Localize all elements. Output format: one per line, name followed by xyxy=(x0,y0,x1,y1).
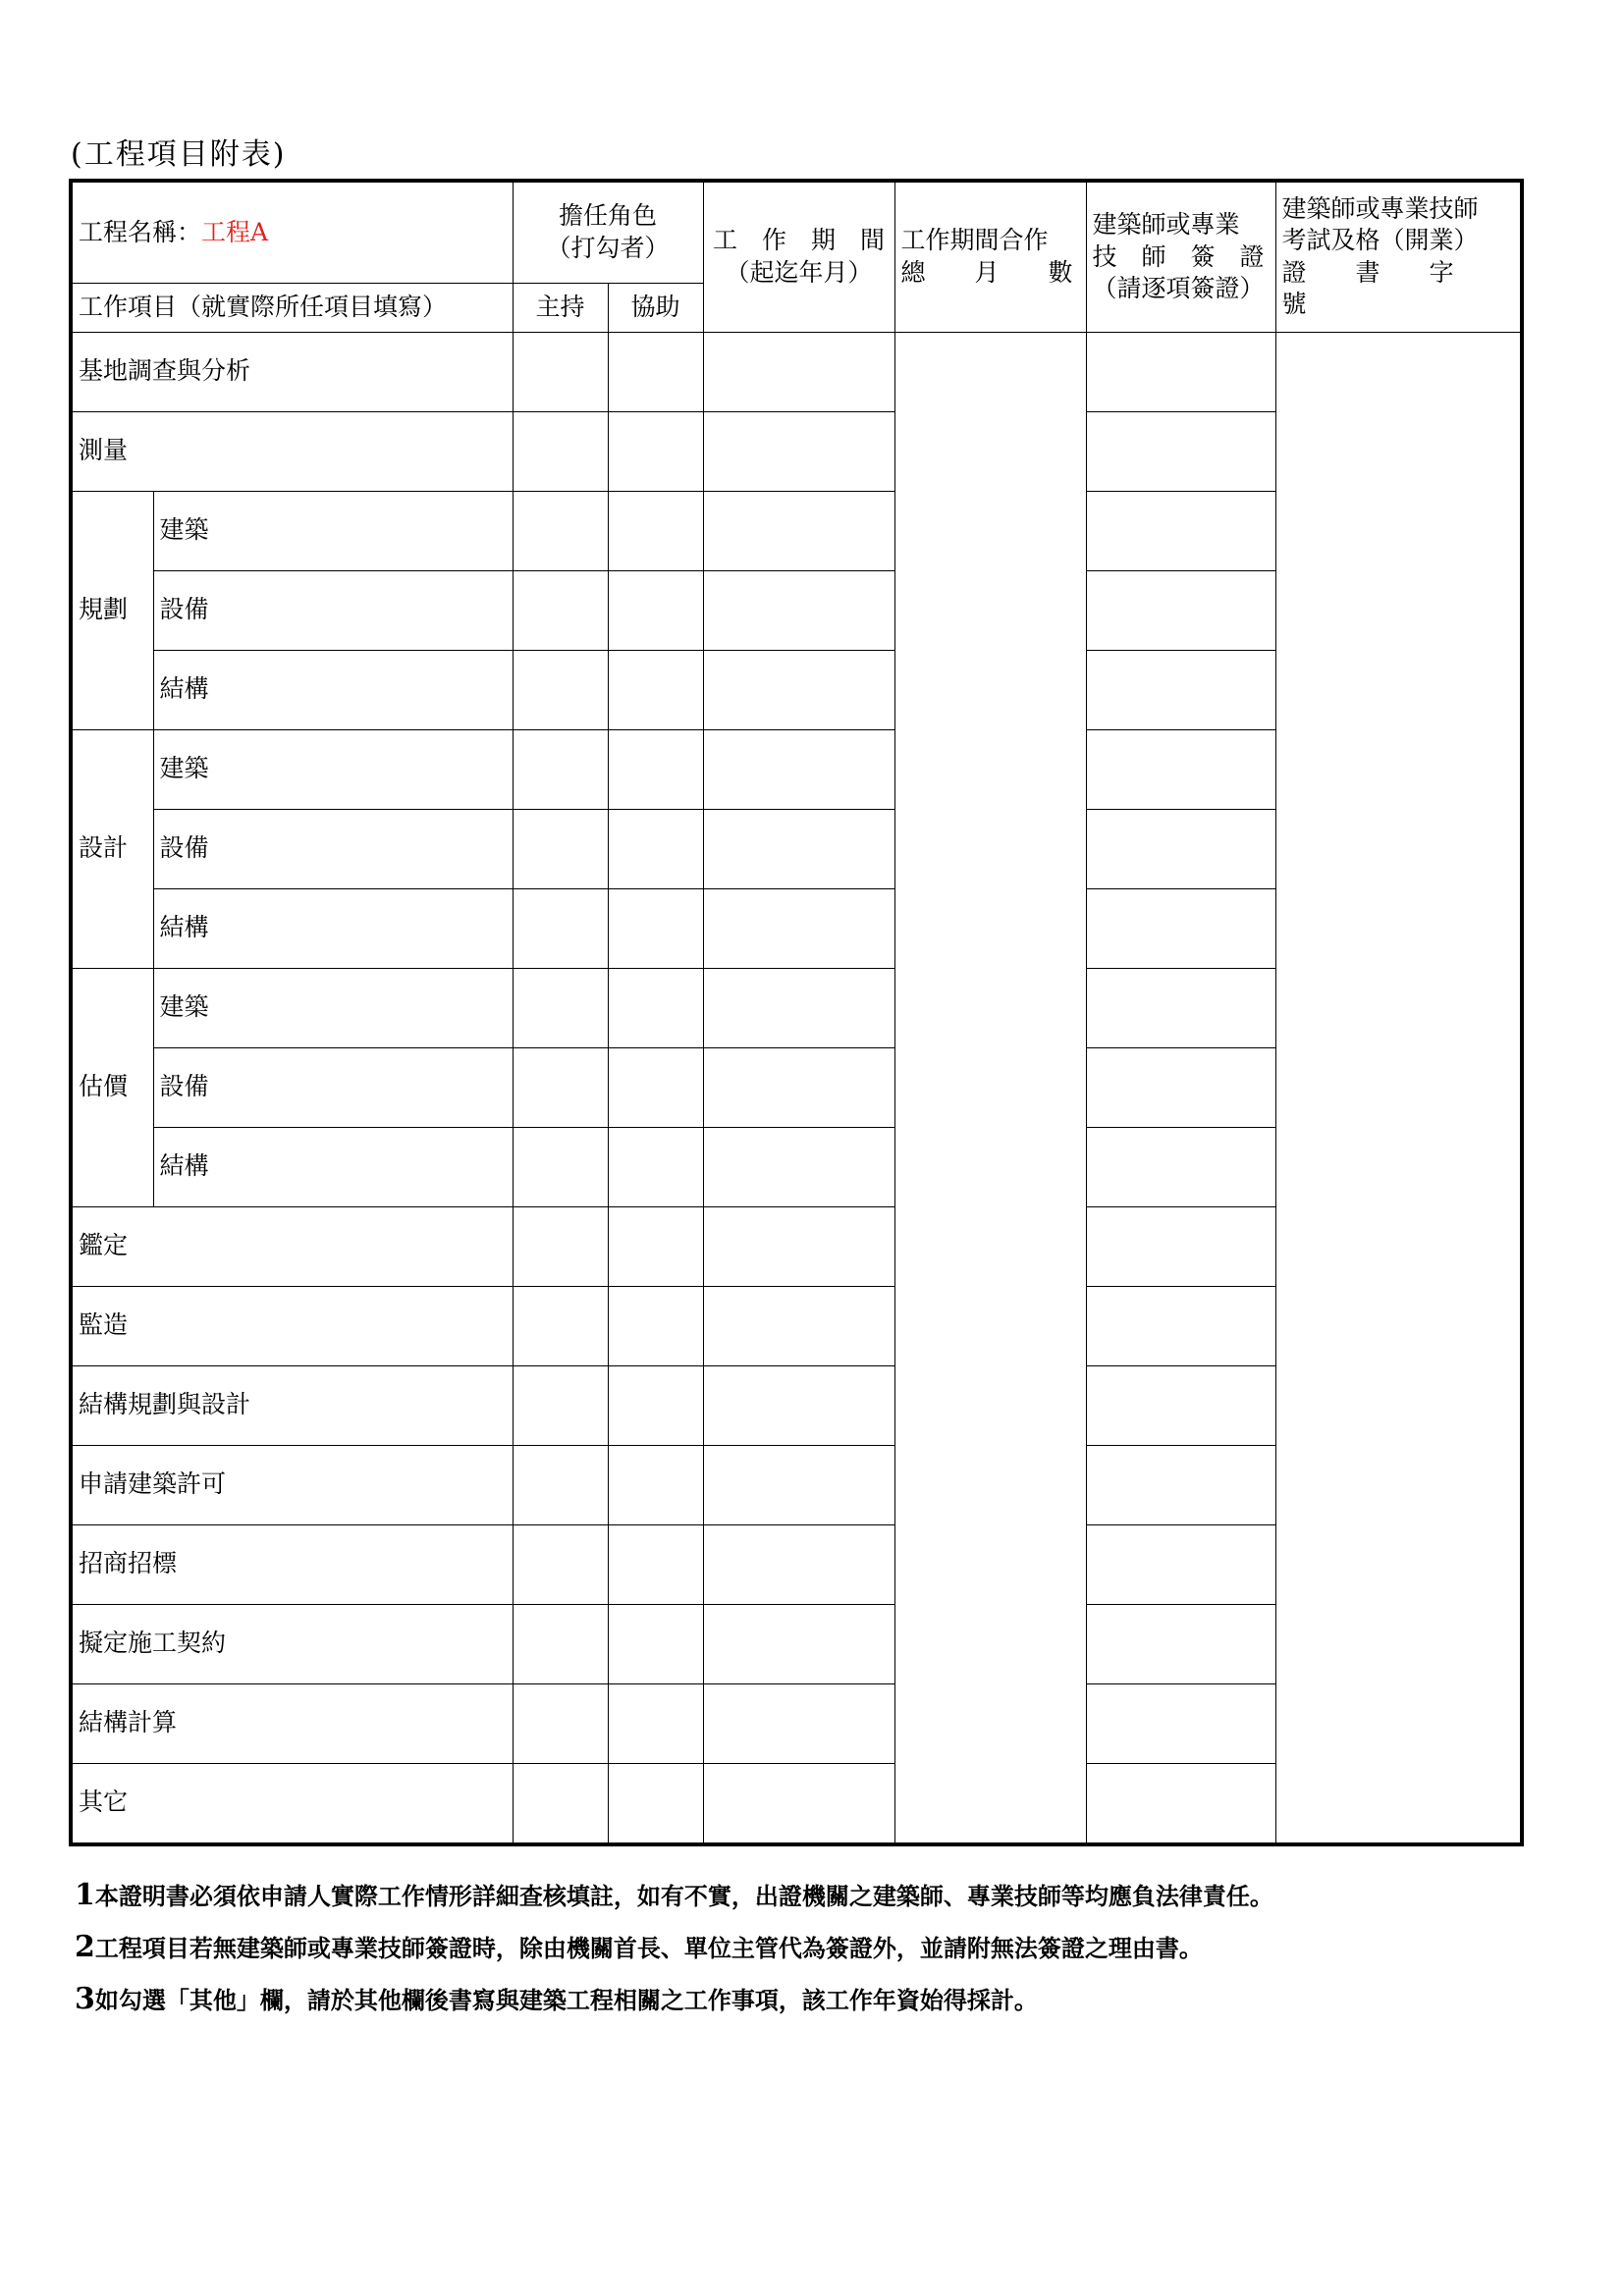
signature-cell[interactable] xyxy=(1086,1127,1275,1206)
row-label: 監造 xyxy=(71,1286,513,1365)
total-months-cell[interactable] xyxy=(894,332,1086,1844)
assist-cell[interactable] xyxy=(608,809,703,888)
cert-header-line3: 證 書 字 號 xyxy=(1281,257,1503,319)
assist-cell[interactable] xyxy=(608,570,703,650)
group-label: 設計 xyxy=(71,729,153,968)
signature-cell[interactable] xyxy=(1086,650,1275,729)
host-cell[interactable] xyxy=(513,570,608,650)
period-header xyxy=(703,181,894,332)
sub-row-label: 設備 xyxy=(153,1047,513,1127)
host-cell[interactable] xyxy=(513,411,608,491)
sub-row-label: 結構 xyxy=(153,650,513,729)
period-cell[interactable] xyxy=(703,570,894,650)
notes xyxy=(75,1870,1273,2026)
row-label: 結構規劃與設計 xyxy=(71,1365,513,1445)
signature-cell[interactable] xyxy=(1086,411,1275,491)
host-cell[interactable] xyxy=(513,650,608,729)
sign-header-line1: 建築師或專業 xyxy=(1092,210,1240,239)
signature-cell[interactable] xyxy=(1086,1524,1275,1604)
assist-cell[interactable] xyxy=(608,1047,703,1127)
row-label: 測量 xyxy=(71,411,513,491)
sub-row-label: 設備 xyxy=(153,809,513,888)
period-cell[interactable] xyxy=(703,1763,894,1844)
cert-header-line1: 建築師或專業技師 xyxy=(1281,193,1479,223)
period-cell[interactable] xyxy=(703,1683,894,1763)
note-number: 3 xyxy=(75,1982,95,2016)
sign-header-line2: 技 師 簽 證 xyxy=(1092,241,1265,271)
assist-cell[interactable] xyxy=(608,888,703,968)
assist-cell[interactable] xyxy=(608,1683,703,1763)
project-name-cell xyxy=(71,181,513,283)
note-text: 本證明書必須依申請人實際工作情形詳細查核填註，如有不實，出證機關之建築師、專業技師等均應負法律責任。 xyxy=(94,1882,1273,1910)
signature-header xyxy=(1086,181,1275,332)
signature-cell[interactable] xyxy=(1086,1286,1275,1365)
period-cell[interactable] xyxy=(703,729,894,809)
total-months-header xyxy=(894,181,1086,332)
period-cell[interactable] xyxy=(703,1127,894,1206)
assist-cell[interactable] xyxy=(608,729,703,809)
host-cell[interactable] xyxy=(513,491,608,570)
period-cell[interactable] xyxy=(703,1365,894,1445)
signature-cell[interactable] xyxy=(1086,888,1275,968)
assist-cell[interactable] xyxy=(608,332,703,411)
note-number: 2 xyxy=(75,1930,95,1964)
period-cell[interactable] xyxy=(703,332,894,411)
period-cell[interactable] xyxy=(703,1524,894,1604)
period-cell[interactable] xyxy=(703,491,894,570)
signature-cell[interactable] xyxy=(1086,1365,1275,1445)
period-cell[interactable] xyxy=(703,809,894,888)
host-cell[interactable] xyxy=(513,1445,608,1524)
assist-cell[interactable] xyxy=(608,1286,703,1365)
assist-cell[interactable] xyxy=(608,1445,703,1524)
signature-cell[interactable] xyxy=(1086,1763,1275,1844)
signature-cell[interactable] xyxy=(1086,570,1275,650)
row-label: 其它 xyxy=(71,1763,513,1844)
row-label: 申請建築許可 xyxy=(71,1445,513,1524)
total-header-line2: 總 月 數 xyxy=(900,257,1073,287)
period-cell[interactable] xyxy=(703,1286,894,1365)
signature-cell[interactable] xyxy=(1086,332,1275,411)
row-label: 基地調查與分析 xyxy=(71,332,513,411)
period-cell[interactable] xyxy=(703,888,894,968)
host-cell[interactable] xyxy=(513,1604,608,1683)
signature-cell[interactable] xyxy=(1086,1683,1275,1763)
assist-cell[interactable] xyxy=(608,1763,703,1844)
assist-cell[interactable] xyxy=(608,491,703,570)
assist-cell[interactable] xyxy=(608,650,703,729)
host-cell[interactable] xyxy=(513,1365,608,1445)
signature-cell[interactable] xyxy=(1086,809,1275,888)
period-header-line2: （起迄年月） xyxy=(725,257,873,287)
total-header-line1: 工作期間合作 xyxy=(900,226,1049,255)
period-cell[interactable] xyxy=(703,968,894,1047)
period-header-line1: 工 作 期 間 xyxy=(713,226,886,255)
assist-cell[interactable] xyxy=(608,1604,703,1683)
sub-row-label: 結構 xyxy=(153,1127,513,1206)
sub-row-label: 建築 xyxy=(153,968,513,1047)
period-cell[interactable] xyxy=(703,650,894,729)
host-header: 主持 xyxy=(513,283,608,332)
host-cell[interactable] xyxy=(513,968,608,1047)
host-cell[interactable] xyxy=(513,1524,608,1604)
assist-header: 協助 xyxy=(608,283,703,332)
group-label: 估價 xyxy=(71,968,153,1206)
signature-cell[interactable] xyxy=(1086,1445,1275,1524)
signature-cell[interactable] xyxy=(1086,491,1275,570)
signature-cell[interactable] xyxy=(1086,1604,1275,1683)
assist-cell[interactable] xyxy=(608,411,703,491)
sub-row-label: 設備 xyxy=(153,570,513,650)
role-header-line1: 擔任角色 xyxy=(559,201,658,231)
signature-cell[interactable] xyxy=(1086,1047,1275,1127)
project-name-value[interactable]: 工程A xyxy=(201,217,269,246)
note-item xyxy=(75,1922,1273,1974)
signature-cell[interactable] xyxy=(1086,1206,1275,1286)
work-items-table xyxy=(69,179,1524,1846)
group-label: 規劃 xyxy=(71,491,153,729)
note-text: 如勾選「其他」欄，請於其他欄後書寫與建築工程相關之工作事項，該工作年資始得採計。 xyxy=(94,1986,1038,2014)
host-cell[interactable] xyxy=(513,1286,608,1365)
period-cell[interactable] xyxy=(703,411,894,491)
note-number: 1 xyxy=(75,1878,95,1912)
host-cell[interactable] xyxy=(513,1206,608,1286)
note-item xyxy=(75,1974,1273,2026)
signature-cell[interactable] xyxy=(1086,729,1275,809)
sub-row-label: 建築 xyxy=(153,729,513,809)
page-title: (工程項目附表) xyxy=(71,137,287,172)
signature-cell[interactable] xyxy=(1086,968,1275,1047)
work-item-header: 工作項目（就實際所任項目填寫） xyxy=(71,283,513,332)
assist-cell[interactable] xyxy=(608,1206,703,1286)
host-cell[interactable] xyxy=(513,332,608,411)
period-cell[interactable] xyxy=(703,1445,894,1524)
row-label: 結構計算 xyxy=(71,1683,513,1763)
host-cell[interactable] xyxy=(513,1047,608,1127)
host-cell[interactable] xyxy=(513,1763,608,1844)
host-cell[interactable] xyxy=(513,809,608,888)
role-header-line2: （打勾者） xyxy=(546,233,670,262)
period-cell[interactable] xyxy=(703,1206,894,1286)
sign-header-line3: （請逐項簽證） xyxy=(1092,274,1265,302)
row-label: 擬定施工契約 xyxy=(71,1604,513,1683)
sub-row-label: 結構 xyxy=(153,888,513,968)
host-cell[interactable] xyxy=(513,1127,608,1206)
host-cell[interactable] xyxy=(513,729,608,809)
assist-cell[interactable] xyxy=(608,968,703,1047)
certificate-header xyxy=(1275,181,1522,332)
project-name-label: 工程名稱： xyxy=(79,217,202,246)
note-text: 工程項目若無建築師或專業技師簽證時，除由機關首長、單位主管代為簽證外，並請附無法簽證之理由書。 xyxy=(94,1934,1203,1962)
certificate-cell[interactable] xyxy=(1275,332,1522,1844)
row-label: 鑑定 xyxy=(71,1206,513,1286)
host-cell[interactable] xyxy=(513,888,608,968)
assist-cell[interactable] xyxy=(608,1524,703,1604)
period-cell[interactable] xyxy=(703,1604,894,1683)
assist-cell[interactable] xyxy=(608,1365,703,1445)
row-label: 招商招標 xyxy=(71,1524,513,1604)
host-cell[interactable] xyxy=(513,1683,608,1763)
role-header xyxy=(513,181,703,283)
assist-cell[interactable] xyxy=(608,1127,703,1206)
cert-header-line2: 考試及格（開業） xyxy=(1281,226,1479,255)
note-item xyxy=(75,1870,1273,1922)
period-cell[interactable] xyxy=(703,1047,894,1127)
sub-row-label: 建築 xyxy=(153,491,513,570)
